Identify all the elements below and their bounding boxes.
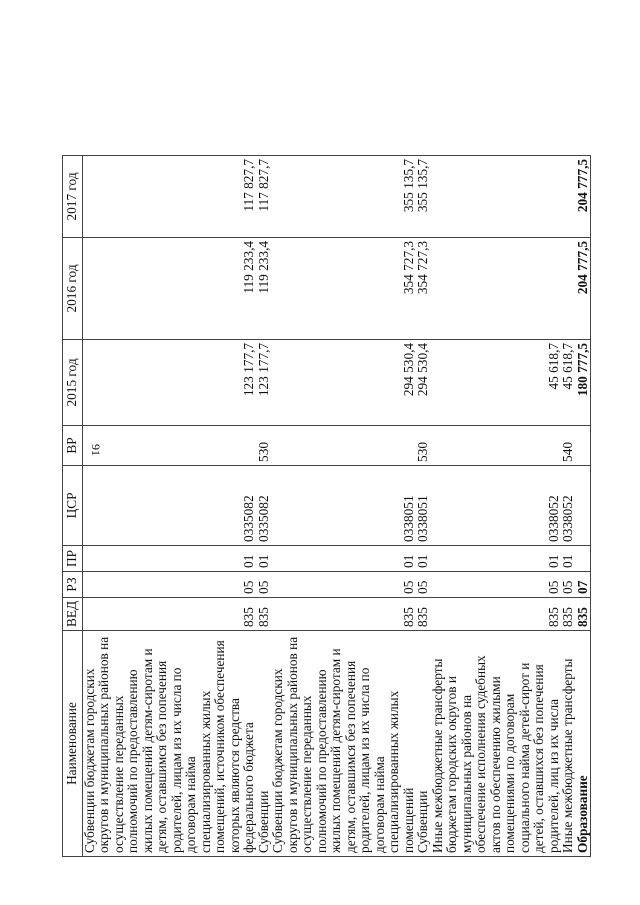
cell-name: Субвенции бюджетам городских округов и муниципальных районов на осуществление переданных полномочий по предоставлению жилых помещений детям-сиротам и детям, оставшимся без попечения родителей, лицам из их числа по договорам найма специализированных жилых помещений	[271, 631, 416, 857]
header-2016: 2016 год	[63, 237, 83, 339]
cell-rz: 05	[416, 571, 431, 597]
cell-2016: 204 777,5	[576, 237, 591, 339]
cell-2016: 119 233,4	[82, 237, 257, 339]
cell-2017: 204 777,5	[576, 155, 591, 237]
cell-rz: 05	[257, 571, 272, 597]
cell-csr	[576, 465, 591, 545]
cell-ved: 835	[576, 597, 591, 630]
cell-2016: 354 727,3	[271, 237, 416, 339]
table-row-total	[576, 155, 591, 856]
cell-name: Образование	[576, 631, 591, 857]
cell-2015: 294 530,4	[271, 339, 416, 425]
cell-2017: 355 135,7	[271, 155, 416, 237]
cell-ved: 835	[82, 597, 257, 630]
cell-2015: 123 177,7	[257, 339, 272, 425]
cell-2017	[561, 155, 576, 237]
cell-vr: 530	[257, 425, 272, 465]
cell-pr: 01	[257, 545, 272, 571]
cell-vr	[271, 425, 416, 465]
cell-name: Субвенции бюджетам городских округов и муниципальных районов на осуществление переданных полномочий по предоставлению жилых помещений детям-сиротам и детям, оставшимся без попечения родителей, лицам из их числа по договорам найма специализированных жилых помещений, источником обеспечения которых являются средства федерального бюджета	[82, 631, 257, 857]
cell-pr	[576, 545, 591, 571]
cell-rz: 05	[431, 571, 562, 597]
cell-vr	[576, 425, 591, 465]
cell-2016: 354 727,3	[416, 237, 431, 339]
cell-vr	[82, 425, 257, 465]
cell-csr: 0335082	[82, 465, 257, 545]
cell-ved: 835	[431, 597, 562, 630]
cell-2015: 180 777,5	[576, 339, 591, 425]
cell-pr: 01	[271, 545, 416, 571]
cell-ved: 835	[416, 597, 431, 630]
cell-2016: 119 233,4	[257, 237, 272, 339]
cell-ved: 835	[271, 597, 416, 630]
cell-csr: 0338052	[431, 465, 562, 545]
header-ved: ВЕД	[63, 597, 83, 630]
header-vr: ВР	[63, 425, 83, 465]
cell-vr: 530	[416, 425, 431, 465]
cell-2017: 117 827,7	[82, 155, 257, 237]
cell-name: Субвенции	[416, 631, 431, 857]
header-name: Наименование	[63, 631, 83, 857]
cell-2015: 45 618,7	[431, 339, 562, 425]
cell-pr: 01	[431, 545, 562, 571]
header-rz: РЗ	[63, 571, 83, 597]
cell-ved: 835	[257, 597, 272, 630]
cell-csr: 0338051	[271, 465, 416, 545]
cell-pr: 01	[416, 545, 431, 571]
cell-ved: 835	[561, 597, 576, 630]
cell-name: Иные межбюджетные трансферты	[561, 631, 576, 857]
cell-name: Иные межбюджетные трансферты бюджетам городских округов и муниципальных районов на обеспечение исполнения судебных актов по обеспечению жилыми помещениями по договорам социального найма детей-сирот и детей, оставшихся без попечения родителей, лиц из их числа	[431, 631, 562, 857]
table-row	[257, 155, 272, 856]
cell-name: Субвенции	[257, 631, 272, 857]
page-number: 91	[89, 444, 103, 456]
cell-vr	[431, 425, 562, 465]
budget-table	[62, 155, 591, 857]
cell-2015: 123 177,7	[82, 339, 257, 425]
cell-rz: 05	[271, 571, 416, 597]
cell-rz: 05	[82, 571, 257, 597]
table-row	[431, 155, 562, 856]
table-row	[82, 155, 257, 856]
cell-csr: 0338051	[416, 465, 431, 545]
cell-rz: 07	[576, 571, 591, 597]
cell-2017: 355 135,7	[416, 155, 431, 237]
cell-2015: 45 618,7	[561, 339, 576, 425]
cell-2017	[431, 155, 562, 237]
cell-2015: 294 530,4	[416, 339, 431, 425]
table-row	[271, 155, 416, 856]
header-2015: 2015 год	[63, 339, 83, 425]
table-row	[416, 155, 431, 856]
cell-2016	[431, 237, 562, 339]
header-csr: ЦСР	[63, 465, 83, 545]
table-header-row	[63, 155, 83, 856]
header-2017: 2017 год	[63, 155, 83, 237]
cell-rz: 05	[561, 571, 576, 597]
cell-pr: 01	[82, 545, 257, 571]
cell-2017: 117 827,7	[257, 155, 272, 237]
cell-2016	[561, 237, 576, 339]
table-row	[561, 155, 576, 856]
cell-pr: 01	[561, 545, 576, 571]
cell-vr: 540	[561, 425, 576, 465]
cell-csr: 0335082	[257, 465, 272, 545]
header-pr: ПР	[63, 545, 83, 571]
cell-csr: 0338052	[561, 465, 576, 545]
